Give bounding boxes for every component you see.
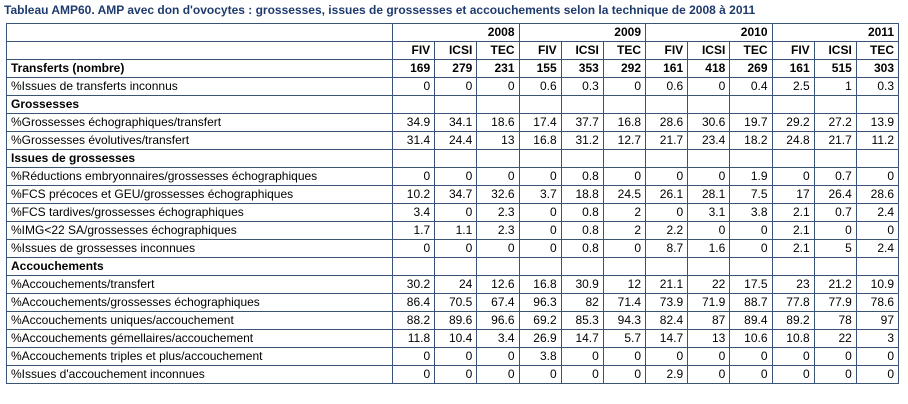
value-cell: 279 [435,60,477,78]
row-label: %FCS précoces et GEU/grossesses échographiques [7,186,393,204]
value-cell: 0 [393,240,435,258]
value-cell: 89.6 [435,312,477,330]
value-cell: 77.9 [814,294,856,312]
value-cell: 21.2 [814,276,856,294]
table-row [7,60,899,78]
value-cell: 11.8 [393,330,435,348]
value-cell: 0 [603,366,645,384]
value-cell: 0 [646,204,688,222]
value-cell: 0 [603,240,645,258]
value-cell: 88.7 [730,294,772,312]
value-cell: 0 [730,348,772,366]
value-cell: 5 [814,240,856,258]
value-cell: 3.1 [688,204,730,222]
value-cell: 85.3 [561,312,603,330]
header-technique-row [7,42,899,60]
value-cell: 0 [814,222,856,240]
value-cell: 2.5 [772,78,814,96]
value-cell: 96.3 [519,294,561,312]
value-cell: 0 [477,78,519,96]
value-cell: 10.9 [856,276,898,294]
value-cell: 0.3 [561,78,603,96]
empty-cell [603,150,645,168]
value-cell: 19.7 [730,114,772,132]
empty-cell [646,258,688,276]
table-row [7,276,899,294]
value-cell: 88.2 [393,312,435,330]
value-cell: 11.2 [856,132,898,150]
value-cell: 2.3 [477,204,519,222]
value-cell: 231 [477,60,519,78]
table-row [7,222,899,240]
value-cell: 82 [561,294,603,312]
value-cell: 0 [730,366,772,384]
value-cell: 21.1 [646,276,688,294]
table-row [7,186,899,204]
value-cell: 16.8 [603,114,645,132]
value-cell: 0 [561,348,603,366]
empty-cell [688,258,730,276]
value-cell: 0 [393,348,435,366]
value-cell: 0 [477,168,519,186]
value-cell: 0.8 [561,168,603,186]
value-cell: 0 [393,78,435,96]
value-cell: 2 [603,222,645,240]
value-cell: 3 [856,330,898,348]
technique-header: FIV [646,42,688,60]
empty-cell [603,258,645,276]
empty-cell [393,258,435,276]
value-cell: 3.4 [393,204,435,222]
value-cell: 10.4 [435,330,477,348]
value-cell: 515 [814,60,856,78]
section-label: Grossesses [7,96,393,114]
value-cell: 24 [435,276,477,294]
value-cell: 0.3 [856,78,898,96]
row-label: %Grossesses échographiques/transfert [7,114,393,132]
value-cell: 0 [688,366,730,384]
value-cell: 0.4 [730,78,772,96]
row-label: %FCS tardives/grossesses échographiques [7,204,393,222]
value-cell: 31.2 [561,132,603,150]
value-cell: 2.4 [856,204,898,222]
empty-cell [477,96,519,114]
value-cell: 34.7 [435,186,477,204]
value-cell: 14.7 [646,330,688,348]
table-body [7,24,899,384]
row-label: %Grossesses évolutives/transfert [7,132,393,150]
value-cell: 0 [393,168,435,186]
value-cell: 5.7 [603,330,645,348]
value-cell: 0 [435,168,477,186]
value-cell: 29.2 [772,114,814,132]
table-row [7,168,899,186]
value-cell: 0 [603,78,645,96]
value-cell: 12.7 [603,132,645,150]
empty-cell [730,150,772,168]
section-label: Accouchements [7,258,393,276]
empty-cell [814,96,856,114]
empty-cell [435,150,477,168]
value-cell: 2.1 [772,240,814,258]
row-label: %Issues de grossesses inconnues [7,240,393,258]
value-cell: 2.9 [646,366,688,384]
value-cell: 269 [730,60,772,78]
empty-cell [856,96,898,114]
value-cell: 1.6 [688,240,730,258]
value-cell: 0 [477,366,519,384]
value-cell: 78.6 [856,294,898,312]
value-cell: 0 [688,168,730,186]
value-cell: 0.8 [561,204,603,222]
value-cell: 0 [856,168,898,186]
empty-cell [772,150,814,168]
technique-header: TEC [730,42,772,60]
value-cell: 97 [856,312,898,330]
value-cell: 71.4 [603,294,645,312]
empty-cell [730,258,772,276]
year-header: 2010 [646,24,773,42]
value-cell: 10.8 [772,330,814,348]
empty-cell [393,150,435,168]
technique-header: TEC [856,42,898,60]
value-cell: 0 [435,78,477,96]
value-cell: 0 [477,240,519,258]
value-cell: 73.9 [646,294,688,312]
value-cell: 67.4 [477,294,519,312]
value-cell: 3.7 [519,186,561,204]
technique-header: TEC [477,42,519,60]
table-row [7,132,899,150]
value-cell: 0.8 [561,240,603,258]
empty-cell [477,150,519,168]
value-cell: 169 [393,60,435,78]
value-cell: 0 [814,348,856,366]
value-cell: 0 [519,204,561,222]
value-cell: 24.8 [772,132,814,150]
value-cell: 2 [603,204,645,222]
empty-cell [393,96,435,114]
value-cell: 3.8 [519,348,561,366]
technique-header: ICSI [435,42,477,60]
value-cell: 30.9 [561,276,603,294]
technique-header: FIV [519,42,561,60]
technique-header: ICSI [561,42,603,60]
section-row [7,258,899,276]
value-cell: 0 [646,348,688,366]
value-cell: 0 [688,222,730,240]
row-label: %Accouchements triples et plus/accouchement [7,348,393,366]
value-cell: 161 [646,60,688,78]
value-cell: 2.4 [856,240,898,258]
table-row [7,240,899,258]
value-cell: 353 [561,60,603,78]
value-cell: 0 [393,366,435,384]
table-row [7,366,899,384]
value-cell: 1.1 [435,222,477,240]
value-cell: 13 [477,132,519,150]
value-cell: 71.9 [688,294,730,312]
value-cell: 28.6 [646,114,688,132]
value-cell: 0 [688,78,730,96]
value-cell: 16.8 [519,132,561,150]
value-cell: 82.4 [646,312,688,330]
value-cell: 0 [603,348,645,366]
value-cell: 21.7 [814,132,856,150]
value-cell: 10.6 [730,330,772,348]
technique-header: ICSI [688,42,730,60]
value-cell: 24.4 [435,132,477,150]
technique-header: FIV [772,42,814,60]
value-cell: 1 [814,78,856,96]
value-cell: 2.1 [772,204,814,222]
value-cell: 0 [435,240,477,258]
table-row [7,204,899,222]
value-cell: 0 [435,348,477,366]
value-cell: 0 [519,168,561,186]
empty-cell [772,258,814,276]
value-cell: 23 [772,276,814,294]
empty-cell [814,258,856,276]
empty-cell [519,258,561,276]
value-cell: 0 [477,348,519,366]
value-cell: 0.7 [814,204,856,222]
value-cell: 34.9 [393,114,435,132]
table-row [7,294,899,312]
value-cell: 0 [772,348,814,366]
table-row [7,348,899,366]
value-cell: 13.9 [856,114,898,132]
row-label: %Accouchements gémellaires/accouchement [7,330,393,348]
value-cell: 18.6 [477,114,519,132]
empty-cell [561,96,603,114]
value-cell: 1.7 [393,222,435,240]
empty-cell [646,150,688,168]
empty-cell [435,258,477,276]
value-cell: 0 [856,222,898,240]
value-cell: 96.6 [477,312,519,330]
technique-header: TEC [603,42,645,60]
value-cell: 0 [646,168,688,186]
value-cell: 87 [688,312,730,330]
table-row [7,312,899,330]
value-cell: 22 [814,330,856,348]
value-cell: 17.4 [519,114,561,132]
value-cell: 0 [519,366,561,384]
value-cell: 0 [561,366,603,384]
value-cell: 0 [519,222,561,240]
value-cell: 3.8 [730,204,772,222]
empty-cell [603,96,645,114]
value-cell: 8.7 [646,240,688,258]
table-row [7,114,899,132]
value-cell: 3.4 [477,330,519,348]
section-label: Issues de grossesses [7,150,393,168]
empty-cell [646,96,688,114]
year-header: 2008 [393,24,520,42]
header-year-row [7,24,899,42]
value-cell: 77.8 [772,294,814,312]
value-cell: 22 [688,276,730,294]
value-cell: 37.7 [561,114,603,132]
row-label: %Réductions embryonnaires/grossesses échographiques [7,168,393,186]
value-cell: 0 [814,366,856,384]
value-cell: 418 [688,60,730,78]
value-cell: 0 [772,168,814,186]
value-cell: 0.7 [814,168,856,186]
empty-cell [814,150,856,168]
value-cell: 27.2 [814,114,856,132]
value-cell: 0 [435,204,477,222]
empty-cell [561,150,603,168]
empty-cell [519,150,561,168]
value-cell: 0 [435,366,477,384]
value-cell: 34.1 [435,114,477,132]
value-cell: 94.3 [603,312,645,330]
value-cell: 292 [603,60,645,78]
value-cell: 0 [772,366,814,384]
year-header: 2009 [519,24,646,42]
value-cell: 13 [688,330,730,348]
row-label: %Accouchements uniques/accouchement [7,312,393,330]
empty-cell [561,258,603,276]
value-cell: 0 [730,222,772,240]
section-row [7,150,899,168]
value-cell: 26.4 [814,186,856,204]
empty-cell [856,258,898,276]
empty-cell [856,150,898,168]
row-label: %Accouchements/transfert [7,276,393,294]
empty-cell [477,258,519,276]
value-cell: 0.8 [561,222,603,240]
value-cell: 30.2 [393,276,435,294]
empty-cell [688,96,730,114]
empty-cell [519,96,561,114]
value-cell: 161 [772,60,814,78]
row-label: %Accouchements/grossesses échographiques [7,294,393,312]
value-cell: 303 [856,60,898,78]
value-cell: 30.6 [688,114,730,132]
value-cell: 0 [856,366,898,384]
value-cell: 86.4 [393,294,435,312]
value-cell: 0 [603,168,645,186]
value-cell: 28.1 [688,186,730,204]
value-cell: 14.7 [561,330,603,348]
value-cell: 2.1 [772,222,814,240]
value-cell: 0 [730,240,772,258]
value-cell: 17 [772,186,814,204]
value-cell: 0.6 [519,78,561,96]
data-table [6,23,899,384]
value-cell: 0 [856,348,898,366]
value-cell: 89.4 [730,312,772,330]
value-cell: 1.9 [730,168,772,186]
value-cell: 26.9 [519,330,561,348]
row-label: %Issues d'accouchement inconnues [7,366,393,384]
header-empty-cell [7,24,393,42]
section-row [7,96,899,114]
empty-cell [772,96,814,114]
row-label: %Issues de transferts inconnus [7,78,393,96]
value-cell: 18.8 [561,186,603,204]
value-cell: 16.8 [519,276,561,294]
table-row [7,78,899,96]
table-caption: Tableau AMP60. AMP avec don d'ovocytes : grossesses, issues de grossesses et accouchements selon la technique de 2008 à 2011 [4,3,756,17]
value-cell: 12 [603,276,645,294]
empty-cell [435,96,477,114]
value-cell: 10.2 [393,186,435,204]
value-cell: 155 [519,60,561,78]
value-cell: 78 [814,312,856,330]
value-cell: 70.5 [435,294,477,312]
value-cell: 89.2 [772,312,814,330]
value-cell: 2.2 [646,222,688,240]
value-cell: 7.5 [730,186,772,204]
value-cell: 32.6 [477,186,519,204]
value-cell: 0 [519,240,561,258]
value-cell: 17.5 [730,276,772,294]
value-cell: 0 [688,348,730,366]
value-cell: 26.1 [646,186,688,204]
value-cell: 23.4 [688,132,730,150]
value-cell: 18.2 [730,132,772,150]
value-cell: 69.2 [519,312,561,330]
value-cell: 21.7 [646,132,688,150]
header-empty-cell [7,42,393,60]
value-cell: 12.6 [477,276,519,294]
value-cell: 0.6 [646,78,688,96]
empty-cell [730,96,772,114]
empty-cell [688,150,730,168]
value-cell: 2.3 [477,222,519,240]
table-row [7,330,899,348]
value-cell: 24.5 [603,186,645,204]
year-header: 2011 [772,24,899,42]
technique-header: FIV [393,42,435,60]
technique-header: ICSI [814,42,856,60]
value-cell: 31.4 [393,132,435,150]
row-label: %IMG<22 SA/grossesses échographiques [7,222,393,240]
value-cell: 28.6 [856,186,898,204]
row-label: Transferts (nombre) [7,60,393,78]
